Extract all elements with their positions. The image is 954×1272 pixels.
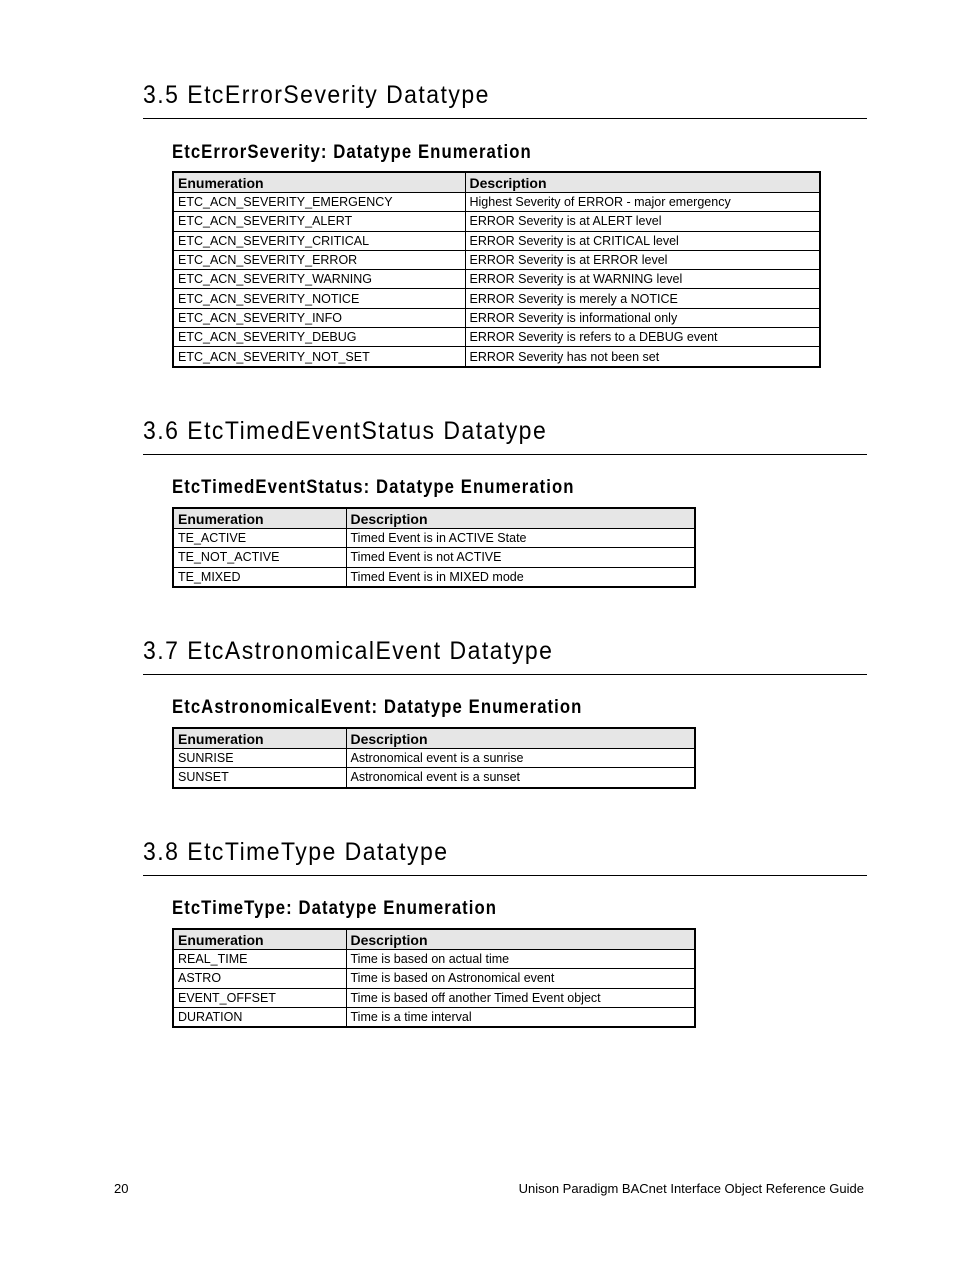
table-row <box>173 212 820 231</box>
enum-table-error-severity <box>172 171 821 368</box>
description-cell: ERROR Severity is refers to a DEBUG event <box>465 328 820 347</box>
enum-table-time-type <box>172 928 696 1028</box>
table-header-row <box>173 508 695 529</box>
enumeration-cell: ETC_ACN_SEVERITY_INFO <box>173 308 465 327</box>
table-row <box>173 347 820 367</box>
description-cell: ERROR Severity has not been set <box>465 347 820 367</box>
description-cell: ERROR Severity is at ERROR level <box>465 250 820 269</box>
column-header-enumeration: Enumeration <box>173 728 346 749</box>
section-divider <box>143 454 867 455</box>
description-cell: Astronomical event is a sunset <box>346 768 695 788</box>
enumeration-cell: TE_MIXED <box>173 567 346 587</box>
table-header-row <box>173 728 695 749</box>
enumeration-cell: ETC_ACN_SEVERITY_CRITICAL <box>173 231 465 250</box>
column-header-enumeration: Enumeration <box>173 172 465 193</box>
section-heading: 3.5 EtcErrorSeverity Datatype <box>143 81 490 109</box>
page-number: 20 <box>114 1181 129 1196</box>
table-header-row <box>173 929 695 950</box>
description-cell: Timed Event is in MIXED mode <box>346 567 695 587</box>
enumeration-cell: ASTRO <box>173 969 346 988</box>
section-divider <box>143 875 867 876</box>
section-heading: 3.7 EtcAstronomicalEvent Datatype <box>143 637 554 665</box>
column-header-description: Description <box>346 728 695 749</box>
enumeration-cell: REAL_TIME <box>173 950 346 969</box>
table-caption: EtcErrorSeverity: Datatype Enumeration <box>172 142 532 163</box>
table-header-row <box>173 172 820 193</box>
section-heading: 3.6 EtcTimedEventStatus Datatype <box>143 417 548 445</box>
column-header-description: Description <box>346 929 695 950</box>
enumeration-cell: TE_NOT_ACTIVE <box>173 548 346 567</box>
table-row <box>173 289 820 308</box>
section-divider <box>143 118 867 119</box>
table-row <box>173 270 820 289</box>
description-cell: Time is based off another Timed Event object <box>346 988 695 1007</box>
table-row <box>173 950 695 969</box>
table-row <box>173 988 695 1007</box>
table-row <box>173 231 820 250</box>
description-cell: ERROR Severity is at CRITICAL level <box>465 231 820 250</box>
table-row <box>173 529 695 548</box>
description-cell: ERROR Severity is merely a NOTICE <box>465 289 820 308</box>
description-cell: ERROR Severity is at WARNING level <box>465 270 820 289</box>
description-cell: Time is a time interval <box>346 1007 695 1027</box>
description-cell: ERROR Severity is at ALERT level <box>465 212 820 231</box>
table-caption: EtcAstronomicalEvent: Datatype Enumeration <box>172 697 583 718</box>
enumeration-cell: ETC_ACN_SEVERITY_NOT_SET <box>173 347 465 367</box>
enumeration-cell: ETC_ACN_SEVERITY_ERROR <box>173 250 465 269</box>
table-row <box>173 567 695 587</box>
description-cell: Timed Event is in ACTIVE State <box>346 529 695 548</box>
column-header-description: Description <box>346 508 695 529</box>
enumeration-cell: DURATION <box>173 1007 346 1027</box>
column-header-enumeration: Enumeration <box>173 508 346 529</box>
table-row <box>173 1007 695 1027</box>
table-caption: EtcTimedEventStatus: Datatype Enumeration <box>172 477 575 498</box>
enumeration-cell: SUNRISE <box>173 749 346 768</box>
description-cell: ERROR Severity is informational only <box>465 308 820 327</box>
enumeration-cell: ETC_ACN_SEVERITY_DEBUG <box>173 328 465 347</box>
enumeration-cell: ETC_ACN_SEVERITY_ALERT <box>173 212 465 231</box>
table-row <box>173 250 820 269</box>
table-row <box>173 548 695 567</box>
enum-table-astronomical-event <box>172 727 696 789</box>
enumeration-cell: TE_ACTIVE <box>173 529 346 548</box>
description-cell: Highest Severity of ERROR - major emergency <box>465 193 820 212</box>
description-cell: Astronomical event is a sunrise <box>346 749 695 768</box>
enumeration-cell: ETC_ACN_SEVERITY_EMERGENCY <box>173 193 465 212</box>
table-row <box>173 308 820 327</box>
description-cell: Time is based on Astronomical event <box>346 969 695 988</box>
enumeration-cell: SUNSET <box>173 768 346 788</box>
section-heading: 3.8 EtcTimeType Datatype <box>143 838 449 866</box>
enumeration-cell: ETC_ACN_SEVERITY_NOTICE <box>173 289 465 308</box>
table-row <box>173 328 820 347</box>
column-header-description: Description <box>465 172 820 193</box>
enumeration-cell: EVENT_OFFSET <box>173 988 346 1007</box>
enumeration-cell: ETC_ACN_SEVERITY_WARNING <box>173 270 465 289</box>
description-cell: Time is based on actual time <box>346 950 695 969</box>
table-row <box>173 749 695 768</box>
table-row <box>173 193 820 212</box>
table-caption: EtcTimeType: Datatype Enumeration <box>172 898 498 919</box>
section-divider <box>143 674 867 675</box>
column-header-enumeration: Enumeration <box>173 929 346 950</box>
description-cell: Timed Event is not ACTIVE <box>346 548 695 567</box>
table-row <box>173 969 695 988</box>
table-row <box>173 768 695 788</box>
document-title: Unison Paradigm BACnet Interface Object Reference Guide <box>518 1181 864 1196</box>
enum-table-timed-event-status <box>172 507 696 588</box>
